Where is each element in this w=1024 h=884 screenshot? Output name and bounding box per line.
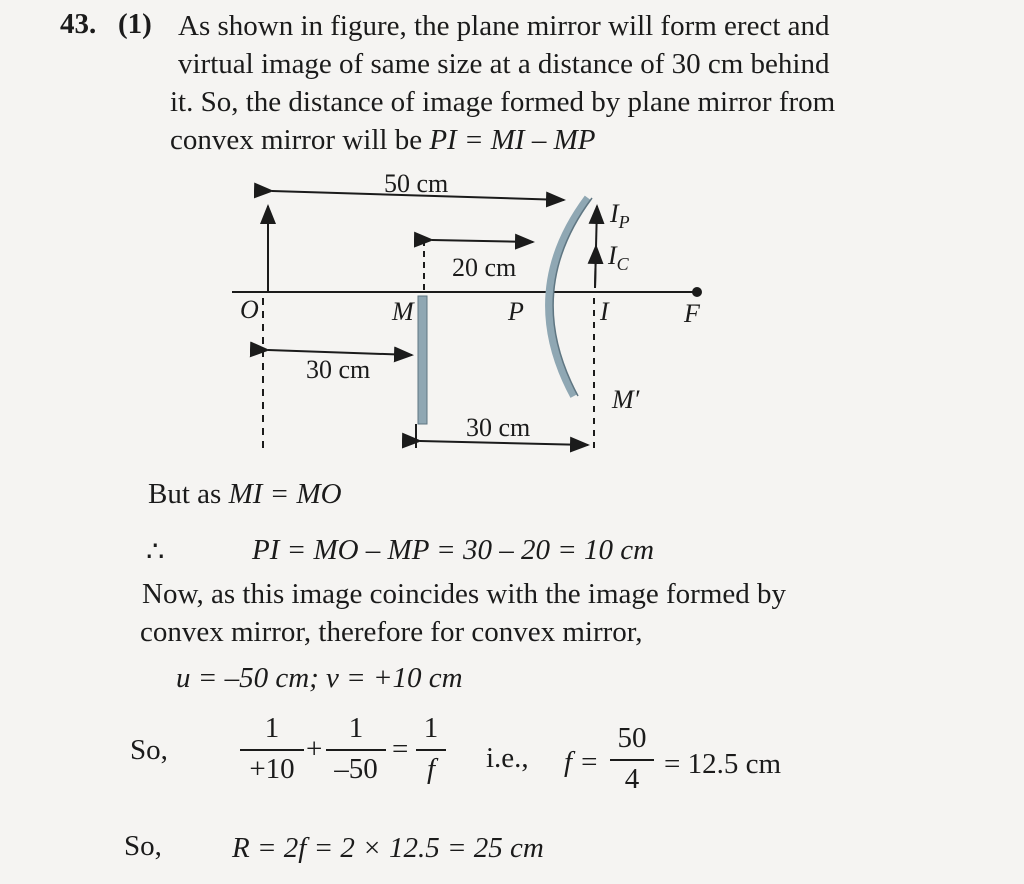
dim-20-line: [432, 240, 533, 242]
dim-20-label: 20 cm: [452, 253, 517, 282]
dim-50-label: 50 cm: [384, 169, 449, 198]
label-ip-main: I: [610, 199, 619, 228]
f-result: = 12.5 cm: [664, 748, 782, 780]
line4-equation: PI = MI – MP: [429, 124, 596, 156]
convex-mirror: [549, 198, 588, 396]
fraction-4-num: 50: [617, 722, 647, 754]
plus-sign: +: [306, 733, 323, 765]
label-ic: [607, 241, 630, 274]
fraction-1-num: 1: [264, 712, 280, 744]
fraction-3-bar: [416, 749, 446, 751]
fraction-3-den: f: [426, 753, 436, 785]
dim-30-left-label: 30 cm: [306, 355, 371, 384]
question-option: (1): [118, 8, 152, 40]
label-m-prime: M′: [612, 385, 640, 414]
fraction-4-den: 4: [624, 763, 640, 795]
fraction-4-bar: [610, 759, 654, 761]
fraction-2-num: 1: [348, 712, 364, 744]
fraction-1-over-10: [240, 712, 304, 786]
r-equation: R = 2f = 2 × 12.5 = 25 cm: [232, 832, 544, 864]
plane-mirror: [418, 296, 427, 424]
but-text: But as: [148, 478, 229, 510]
but-line: [148, 478, 342, 511]
so-label-2: So,: [124, 830, 162, 862]
image-arrow-ic: [595, 246, 596, 288]
label-o: O: [240, 295, 259, 324]
label-ic-sub: C: [616, 254, 629, 274]
pi-equation: PI = MO – MP = 30 – 20 = 10 cm: [252, 534, 655, 566]
paragraph-line-3: it. So, the distance of image formed by plane mirror from: [170, 86, 836, 118]
now-line-2: convex mirror, therefore for convex mirror,: [140, 616, 643, 648]
but-equation: MI = MO: [228, 478, 342, 510]
label-ip: [609, 199, 630, 232]
question-number: 43.: [60, 8, 97, 40]
therefore-symbol: ∴: [146, 536, 165, 568]
fraction-3-num: 1: [423, 712, 439, 744]
fraction-2-bar: [326, 749, 386, 751]
dim-30-bottom-label: 30 cm: [466, 413, 531, 442]
now-line-1: Now, as this image coincides with the image formed by: [142, 578, 787, 610]
fraction-1-bar: [240, 749, 304, 751]
f-equals: f =: [564, 746, 599, 778]
paragraph-line-1: As shown in figure, the plane mirror will form erect and: [178, 10, 830, 42]
label-ic-main: I: [608, 241, 617, 270]
fraction-1-den: +10: [249, 753, 295, 785]
paragraph-line-2: virtual image of same size at a distance of 30 cm behind: [178, 48, 830, 80]
focus-point: [692, 287, 702, 297]
label-p: P: [508, 297, 524, 326]
label-m: M: [392, 297, 414, 326]
equals-sign: =: [392, 733, 409, 765]
fraction-1-over-minus-50: [326, 712, 386, 786]
line4-text: convex mirror will be: [170, 124, 430, 156]
label-ip-sub: P: [618, 212, 630, 232]
fraction-1-over-f: [416, 712, 446, 786]
label-i: I: [600, 297, 609, 326]
ie-label: i.e.,: [486, 742, 529, 774]
fraction-50-over-4: [610, 722, 654, 796]
uv-values: u = –50 cm; v = +10 cm: [176, 662, 463, 694]
label-f: F: [684, 299, 700, 328]
so-label-1: So,: [130, 734, 168, 766]
fraction-2-den: –50: [334, 753, 378, 785]
